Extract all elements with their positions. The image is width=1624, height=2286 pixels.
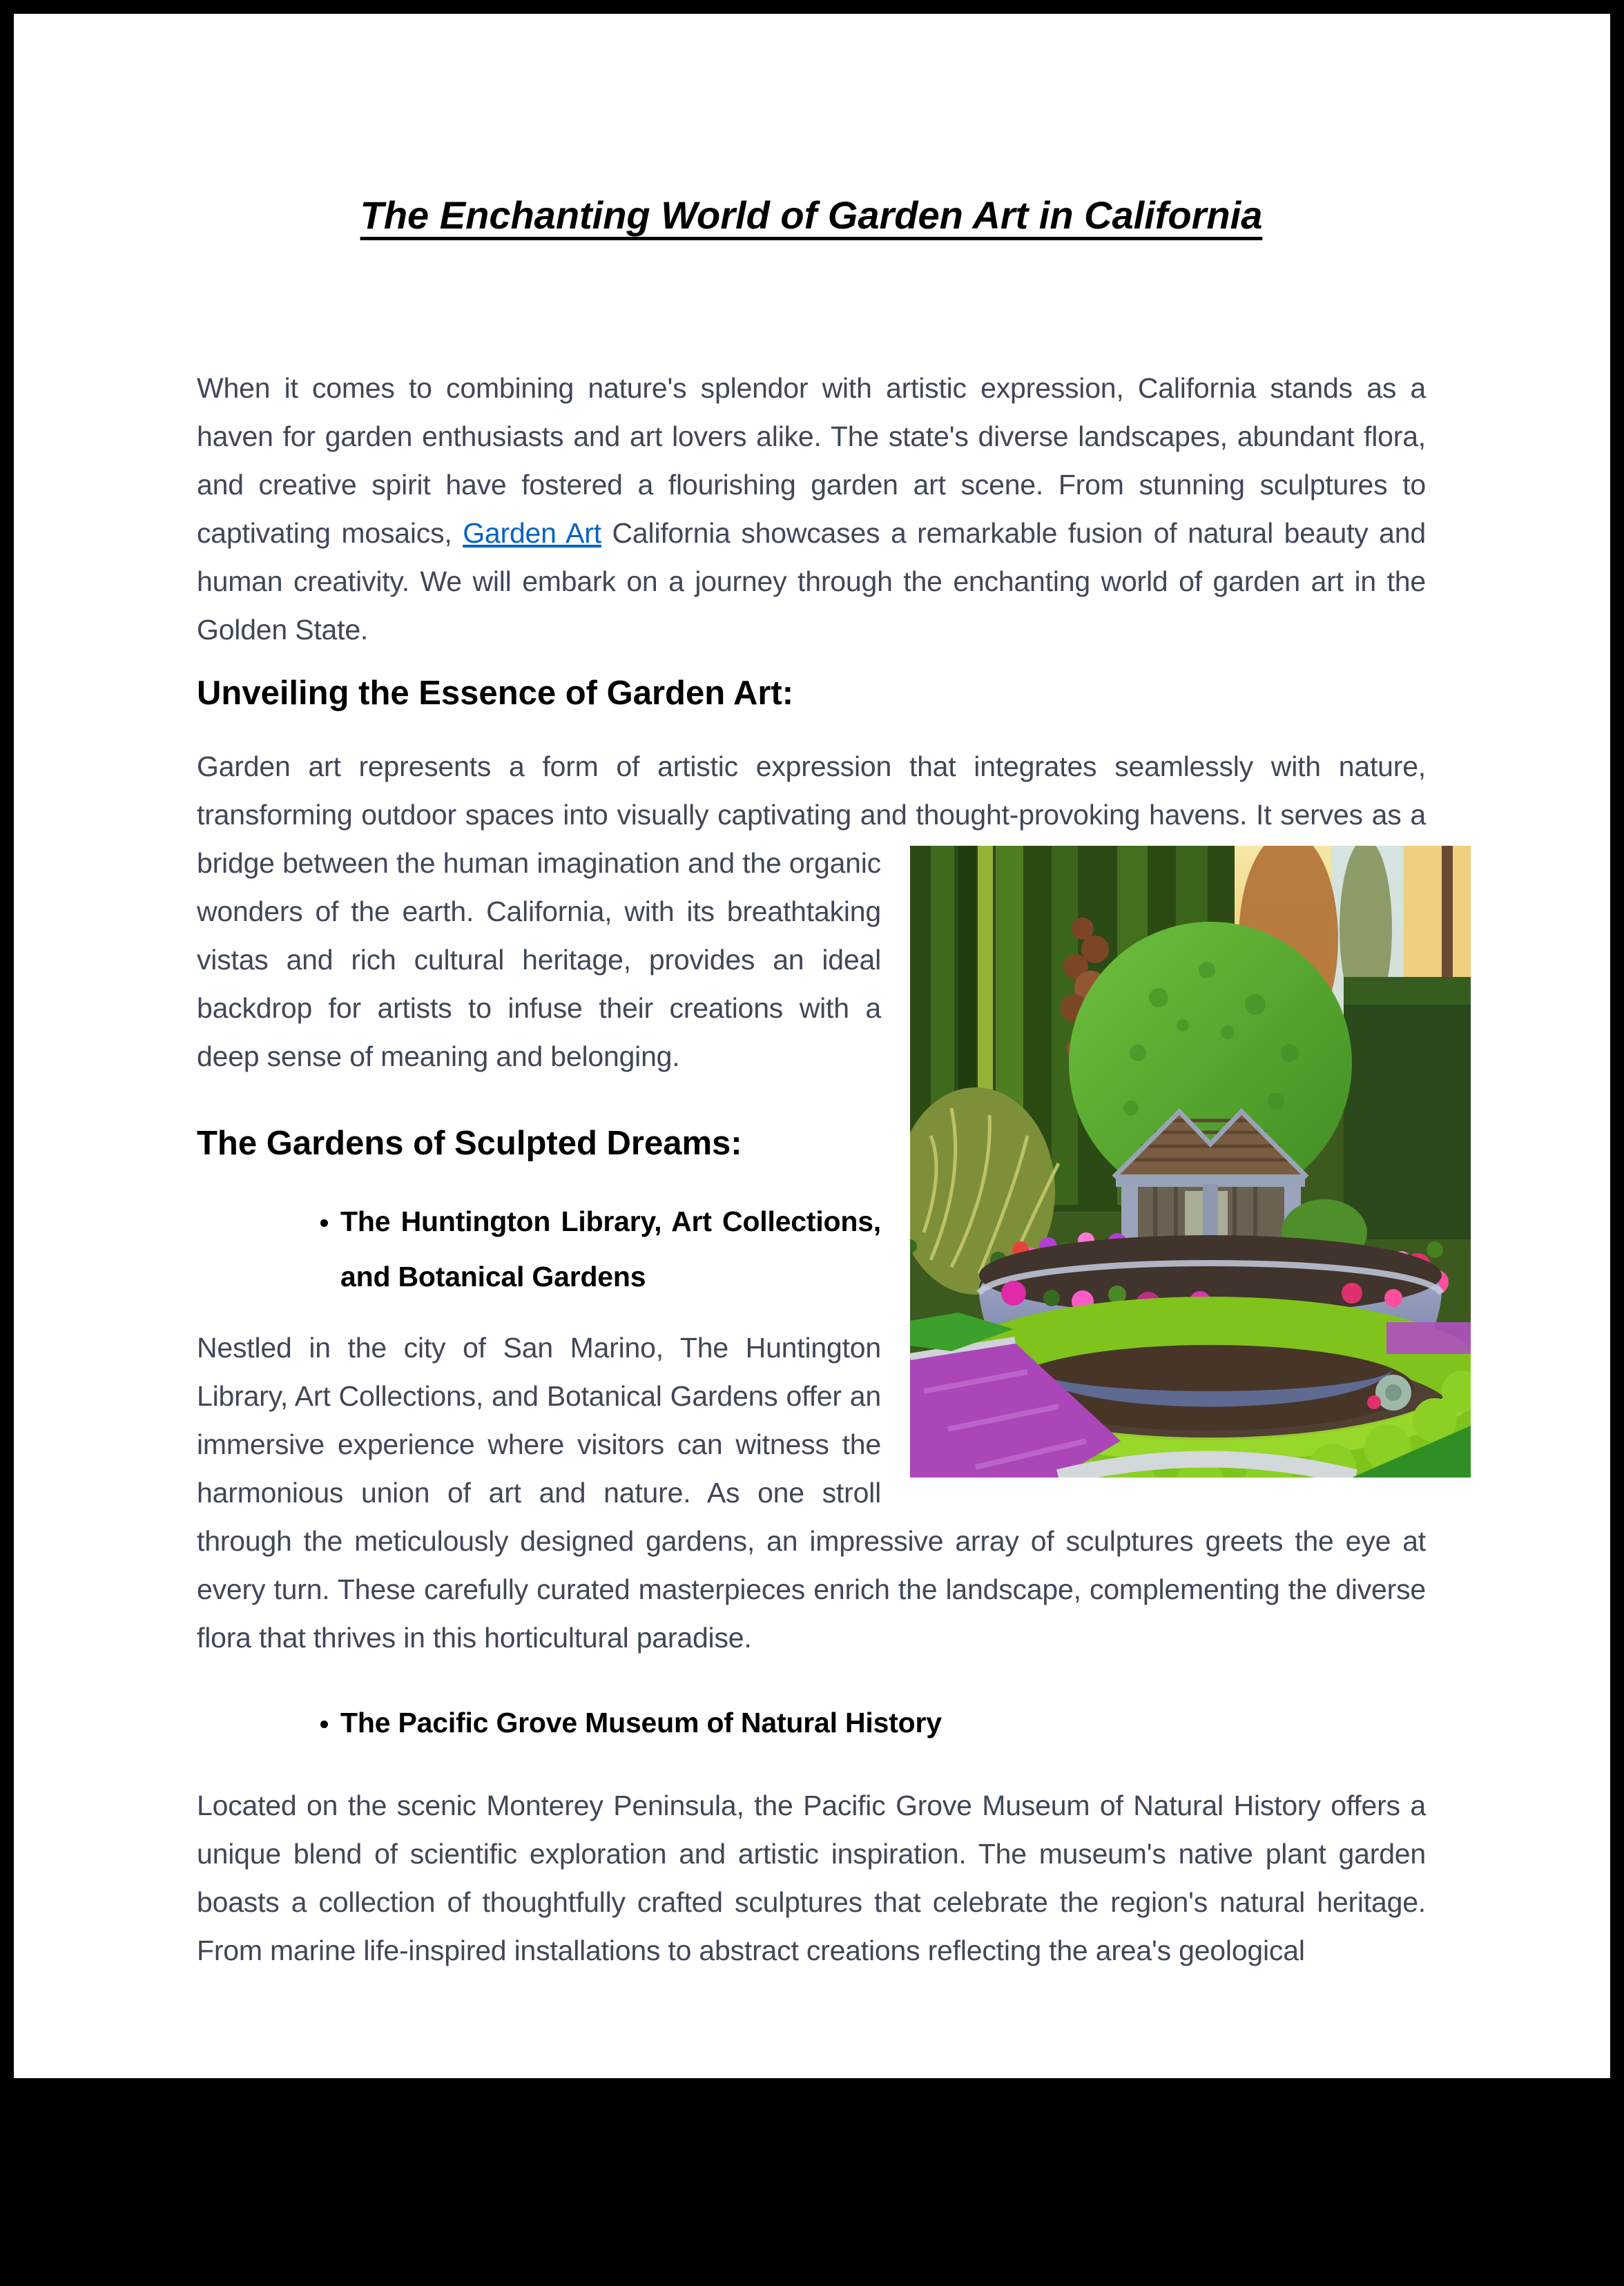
document-page — [14, 14, 1610, 2078]
heading-unveiling-essence: Unveiling the Essence of Garden Art: — [197, 675, 794, 712]
intro-paragraph — [197, 364, 1426, 654]
pacific-grove-paragraph: Located on the scenic Monterey Peninsula, the Pacific Grove Museum of Natural History offers a unique blend of scientific exploration and artistic inspiration. The museum's native plant garden boasts a collection of thoughtfully crafted sculptures that celebrate the region's natural heritage. From marine life-inspired installations to abstract creations reflecting the area's geological — [197, 1790, 1426, 1966]
page-title: The Enchanting World of Garden Art in California — [360, 193, 1263, 237]
garden-photo — [910, 846, 1471, 1478]
intro-text-before-link: When it comes to combining nature's splendor with artistic expression, California stands as a haven for garden enthusiasts and art lovers alike. The state's diverse landscapes, abundant flora, and creative spirit have fostered a flourishing garden art scene. From stunning sculptures to captivating mosaics, — [197, 372, 1426, 549]
bullet-list-pacific-grove — [197, 1695, 1426, 1750]
intro-text-after-link: California showcases a remarkable fusion of natural beauty and human creativity. We will embark on a journey through the enchanting world of garden art in the Golden State. — [197, 517, 1426, 646]
essence-paragraph-text: Garden art represents a form of artistic expression that integrates seamlessly with nature, transforming outdoor spaces into visually captivating and thought-provoking havens. It serves as a bridge between the human imagination and the organic wonders of the earth. California, with its breathtaking vistas and rich cultural heritage, provides an ideal backdrop for artists to infuse their creations with a deep sense of meaning and belonging. — [197, 750, 1426, 1072]
huntington-paragraph: Nestled in the city of San Marino, The Huntington Library, Art Collections, and Botanical Gardens offer an immersive experience where visitors can witness the harmonious union of art and nature. As one stroll through the meticulously designed gardens, an impressive array of sculptures greets the eye at every turn. These carefully curated masterpieces enrich the landscape, complementing the diverse flora that thrives in this horticultural paradise. — [197, 1332, 1426, 1654]
heading-sculpted-dreams: The Gardens of Sculpted Dreams: — [197, 1125, 742, 1162]
essence-paragraph — [197, 742, 1426, 1081]
garden-art-link[interactable]: Garden Art — [463, 517, 601, 549]
list-item-huntington: • The Huntington Library, Art Collections, and Botanical Gardens — [340, 1194, 1426, 1304]
list-item-pacific-grove: • The Pacific Grove Museum of Natural History — [340, 1695, 1426, 1750]
